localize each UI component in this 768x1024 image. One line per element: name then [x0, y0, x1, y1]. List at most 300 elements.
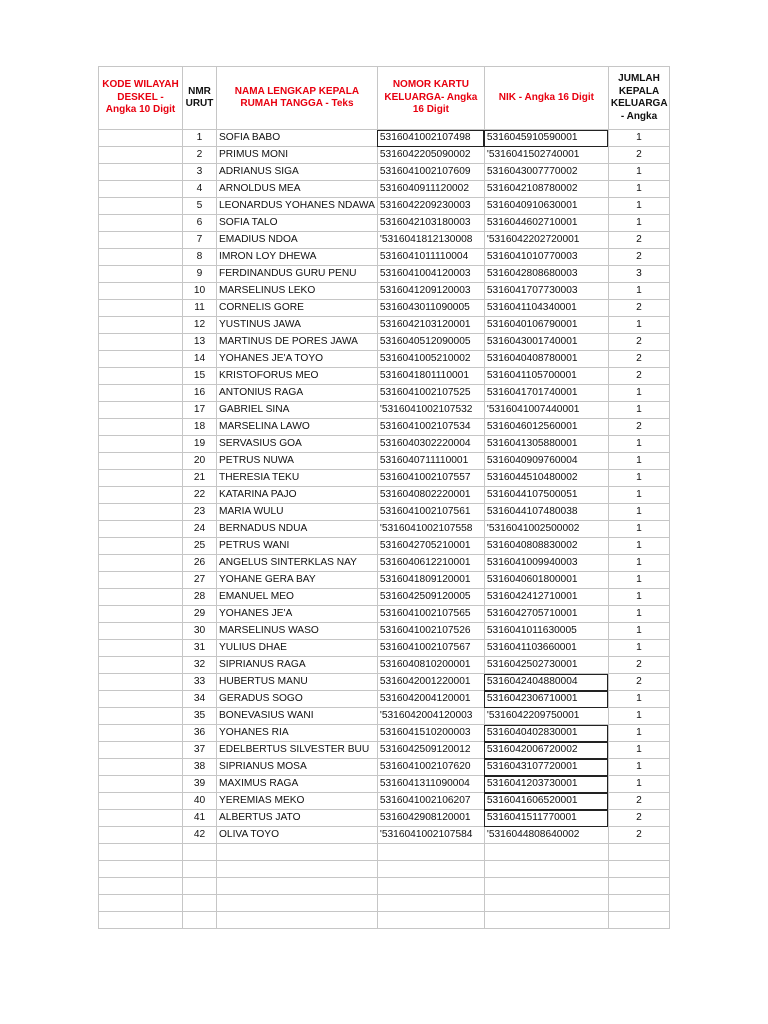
nomor-kk-cell: 5316041809120001	[377, 572, 484, 589]
jumlah-cell: 2	[608, 793, 669, 810]
kode-cell	[99, 232, 183, 249]
nama-cell: YUSTINUS JAWA	[217, 317, 378, 334]
kode-cell	[99, 385, 183, 402]
empty-cell	[183, 861, 217, 878]
nama-cell: LEONARDUS YOHANES NDAWA	[217, 198, 378, 215]
kode-cell	[99, 402, 183, 419]
nik-cell: 5316044510480002	[484, 470, 608, 487]
header-kode-wilayah: KODE WILAYAH DESKEL - Angka 10 Digit	[99, 67, 183, 130]
empty-cell	[217, 861, 378, 878]
nik-cell: '5316042202720001	[484, 232, 608, 249]
kode-cell	[99, 164, 183, 181]
nomor-urut-cell: 23	[183, 504, 217, 521]
table-row	[99, 555, 670, 572]
nomor-kk-cell: 5316041002107609	[377, 164, 484, 181]
jumlah-cell: 2	[608, 419, 669, 436]
jumlah-cell: 1	[608, 742, 669, 759]
table-row	[99, 776, 670, 793]
nama-cell: SERVASIUS GOA	[217, 436, 378, 453]
empty-row	[99, 844, 670, 861]
nomor-urut-cell: 13	[183, 334, 217, 351]
table-row	[99, 300, 670, 317]
nomor-urut-cell: 27	[183, 572, 217, 589]
nomor-urut-cell: 26	[183, 555, 217, 572]
table-row	[99, 487, 670, 504]
nomor-urut-cell: 34	[183, 691, 217, 708]
kode-cell	[99, 453, 183, 470]
nama-cell: MAXIMUS RAGA	[217, 776, 378, 793]
kode-cell	[99, 725, 183, 742]
empty-cell	[99, 912, 183, 929]
nomor-kk-cell: 5316042908120001	[377, 810, 484, 827]
kode-cell	[99, 198, 183, 215]
jumlah-cell: 1	[608, 623, 669, 640]
nama-cell: EMADIUS NDOA	[217, 232, 378, 249]
table-row	[99, 419, 670, 436]
nomor-urut-cell: 33	[183, 674, 217, 691]
empty-cell	[377, 912, 484, 929]
nama-cell: FERDINANDUS GURU PENU	[217, 266, 378, 283]
nama-cell: BERNADUS NDUA	[217, 521, 378, 538]
nomor-urut-cell: 17	[183, 402, 217, 419]
nik-cell: 5316042306710001	[484, 691, 608, 708]
nomor-urut-cell: 40	[183, 793, 217, 810]
nama-cell: KRISTOFORUS MEO	[217, 368, 378, 385]
nomor-kk-cell: 5316042103120001	[377, 317, 484, 334]
nomor-urut-cell: 15	[183, 368, 217, 385]
jumlah-cell: 1	[608, 589, 669, 606]
empty-cell	[484, 878, 608, 895]
nomor-kk-cell: 5316040810200001	[377, 657, 484, 674]
empty-cell	[217, 895, 378, 912]
kode-cell	[99, 623, 183, 640]
jumlah-cell: 2	[608, 810, 669, 827]
table-row	[99, 147, 670, 164]
nomor-kk-cell: 5316041002107525	[377, 385, 484, 402]
jumlah-cell: 1	[608, 708, 669, 725]
nomor-kk-cell: 5316041002107557	[377, 470, 484, 487]
nama-cell: KATARINA PAJO	[217, 487, 378, 504]
jumlah-cell: 1	[608, 317, 669, 334]
table-row	[99, 640, 670, 657]
nomor-urut-cell: 22	[183, 487, 217, 504]
table-row	[99, 215, 670, 232]
nik-cell: 5316042108780002	[484, 181, 608, 198]
table-row	[99, 436, 670, 453]
nik-cell: 5316043007770002	[484, 164, 608, 181]
table-row	[99, 572, 670, 589]
table-row	[99, 334, 670, 351]
nama-cell: SIPRIANUS RAGA	[217, 657, 378, 674]
nik-cell: 5316042808680003	[484, 266, 608, 283]
kode-cell	[99, 215, 183, 232]
nik-cell: 5316042006720002	[484, 742, 608, 759]
nama-cell: EMANUEL MEO	[217, 589, 378, 606]
nama-cell: ANGELUS SINTERKLAS NAY	[217, 555, 378, 572]
kode-cell	[99, 759, 183, 776]
table-row	[99, 266, 670, 283]
table-row	[99, 810, 670, 827]
nama-cell: GERADUS SOGO	[217, 691, 378, 708]
jumlah-cell: 1	[608, 504, 669, 521]
nik-cell: 5316042502730001	[484, 657, 608, 674]
kode-cell	[99, 368, 183, 385]
empty-cell	[99, 895, 183, 912]
nama-cell: MARSELINUS WASO	[217, 623, 378, 640]
empty-cell	[99, 844, 183, 861]
nomor-urut-cell: 6	[183, 215, 217, 232]
table-row	[99, 232, 670, 249]
nomor-urut-cell: 31	[183, 640, 217, 657]
nomor-urut-cell: 12	[183, 317, 217, 334]
kode-cell	[99, 147, 183, 164]
empty-cell	[217, 912, 378, 929]
jumlah-cell: 2	[608, 674, 669, 691]
nomor-kk-cell: '5316042004120003	[377, 708, 484, 725]
jumlah-cell: 1	[608, 606, 669, 623]
nomor-urut-cell: 30	[183, 623, 217, 640]
nama-cell: GABRIEL SINA	[217, 402, 378, 419]
nomor-urut-cell: 36	[183, 725, 217, 742]
nama-cell: SOFIA BABO	[217, 130, 378, 147]
table-row	[99, 657, 670, 674]
nomor-kk-cell: '5316041002107558	[377, 521, 484, 538]
nomor-kk-cell: 5316042509120005	[377, 589, 484, 606]
nomor-kk-cell: 5316041005210002	[377, 351, 484, 368]
empty-cell	[484, 844, 608, 861]
nomor-urut-cell: 29	[183, 606, 217, 623]
nik-cell: 5316043107720001	[484, 759, 608, 776]
nomor-kk-cell: 5316040711110001	[377, 453, 484, 470]
nik-cell: 5316041305880001	[484, 436, 608, 453]
table-row	[99, 674, 670, 691]
nik-cell: 5316043001740001	[484, 334, 608, 351]
jumlah-cell: 1	[608, 521, 669, 538]
nama-cell: YOHANES RIA	[217, 725, 378, 742]
jumlah-cell: 1	[608, 487, 669, 504]
nik-cell: 5316042705710001	[484, 606, 608, 623]
jumlah-cell: 2	[608, 368, 669, 385]
nomor-kk-cell: 5316040512090005	[377, 334, 484, 351]
nomor-urut-cell: 9	[183, 266, 217, 283]
table-row	[99, 130, 670, 147]
table-row	[99, 827, 670, 844]
kode-cell	[99, 300, 183, 317]
empty-cell	[99, 878, 183, 895]
jumlah-cell: 1	[608, 436, 669, 453]
table-row	[99, 504, 670, 521]
table-row	[99, 623, 670, 640]
nomor-kk-cell: 5316041002107498	[377, 130, 484, 147]
header-nomor-urut: NMR URUT	[183, 67, 217, 130]
nomor-urut-cell: 39	[183, 776, 217, 793]
kode-cell	[99, 504, 183, 521]
nomor-kk-cell: 5316040612210001	[377, 555, 484, 572]
empty-cell	[183, 895, 217, 912]
nomor-kk-cell: 5316040802220001	[377, 487, 484, 504]
kode-cell	[99, 249, 183, 266]
table-row	[99, 725, 670, 742]
jumlah-cell: 2	[608, 351, 669, 368]
table-row	[99, 470, 670, 487]
kode-cell	[99, 793, 183, 810]
nomor-kk-cell: 5316041002107534	[377, 419, 484, 436]
jumlah-cell: 1	[608, 283, 669, 300]
nik-cell: 5316040808830002	[484, 538, 608, 555]
nama-cell: EDELBERTUS SILVESTER BUU	[217, 742, 378, 759]
nomor-kk-cell: 5316042001220001	[377, 674, 484, 691]
empty-cell	[608, 844, 669, 861]
table-row	[99, 402, 670, 419]
kode-cell	[99, 640, 183, 657]
jumlah-cell: 1	[608, 538, 669, 555]
nik-cell: 5316041011630005	[484, 623, 608, 640]
table-row	[99, 351, 670, 368]
empty-cell	[608, 861, 669, 878]
nama-cell: PETRUS WANI	[217, 538, 378, 555]
jumlah-cell: 1	[608, 198, 669, 215]
nik-cell: 5316041203730001	[484, 776, 608, 793]
empty-cell	[484, 912, 608, 929]
empty-row	[99, 912, 670, 929]
nama-cell: PRIMUS MONI	[217, 147, 378, 164]
nomor-urut-cell: 1	[183, 130, 217, 147]
jumlah-cell: 1	[608, 453, 669, 470]
nik-cell: '5316041502740001	[484, 147, 608, 164]
table-body	[99, 130, 670, 929]
nomor-urut-cell: 24	[183, 521, 217, 538]
jumlah-cell: 1	[608, 691, 669, 708]
kode-cell	[99, 419, 183, 436]
empty-cell	[608, 912, 669, 929]
empty-cell	[183, 878, 217, 895]
nik-cell: 5316041606520001	[484, 793, 608, 810]
header-nomor-kk: NOMOR KARTU KELUARGA- Angka 16 Digit	[377, 67, 484, 130]
nomor-urut-cell: 4	[183, 181, 217, 198]
nik-cell: '5316042209750001	[484, 708, 608, 725]
kode-cell	[99, 555, 183, 572]
nomor-urut-cell: 21	[183, 470, 217, 487]
nik-cell: 5316045910590001	[484, 130, 608, 147]
nama-cell: YOHANES JE'A	[217, 606, 378, 623]
nomor-urut-cell: 41	[183, 810, 217, 827]
jumlah-cell: 1	[608, 385, 669, 402]
jumlah-cell: 3	[608, 266, 669, 283]
nik-cell: 5316041010770003	[484, 249, 608, 266]
nik-cell: 5316041701740001	[484, 385, 608, 402]
nomor-urut-cell: 35	[183, 708, 217, 725]
nomor-urut-cell: 25	[183, 538, 217, 555]
table-row	[99, 181, 670, 198]
nomor-kk-cell: '5316041002107584	[377, 827, 484, 844]
kode-cell	[99, 538, 183, 555]
table-row	[99, 198, 670, 215]
nomor-kk-cell: 5316041311090004	[377, 776, 484, 793]
nomor-kk-cell: 5316041002107561	[377, 504, 484, 521]
nomor-kk-cell: 5316042103180003	[377, 215, 484, 232]
kode-cell	[99, 317, 183, 334]
nomor-urut-cell: 11	[183, 300, 217, 317]
empty-cell	[377, 844, 484, 861]
nomor-urut-cell: 14	[183, 351, 217, 368]
jumlah-cell: 1	[608, 555, 669, 572]
kode-cell	[99, 691, 183, 708]
nomor-kk-cell: 5316042205090002	[377, 147, 484, 164]
kode-cell	[99, 130, 183, 147]
nomor-urut-cell: 18	[183, 419, 217, 436]
nama-cell: CORNELIS GORE	[217, 300, 378, 317]
kode-cell	[99, 810, 183, 827]
nomor-urut-cell: 5	[183, 198, 217, 215]
nomor-kk-cell: 5316042705210001	[377, 538, 484, 555]
empty-row	[99, 878, 670, 895]
jumlah-cell: 1	[608, 470, 669, 487]
table-row	[99, 521, 670, 538]
kode-cell	[99, 521, 183, 538]
header-nama-lengkap: NAMA LENGKAP KEPALA RUMAH TANGGA - Teks	[217, 67, 378, 130]
empty-cell	[377, 861, 484, 878]
kode-cell	[99, 266, 183, 283]
nama-cell: YOHANES JE'A TOYO	[217, 351, 378, 368]
empty-cell	[99, 861, 183, 878]
table-row	[99, 385, 670, 402]
nomor-urut-cell: 2	[183, 147, 217, 164]
nomor-kk-cell: 5316041801110001	[377, 368, 484, 385]
nomor-urut-cell: 20	[183, 453, 217, 470]
table-row	[99, 368, 670, 385]
empty-cell	[484, 861, 608, 878]
empty-cell	[183, 912, 217, 929]
empty-row	[99, 861, 670, 878]
nomor-kk-cell: 5316041510200003	[377, 725, 484, 742]
nomor-kk-cell: 5316042209230003	[377, 198, 484, 215]
kode-cell	[99, 827, 183, 844]
jumlah-cell: 2	[608, 300, 669, 317]
nik-cell: 5316042412710001	[484, 589, 608, 606]
nomor-urut-cell: 42	[183, 827, 217, 844]
nomor-urut-cell: 3	[183, 164, 217, 181]
nama-cell: BONEVASIUS WANI	[217, 708, 378, 725]
kode-cell	[99, 606, 183, 623]
nik-cell: 5316041511770001	[484, 810, 608, 827]
kode-cell	[99, 487, 183, 504]
nik-cell: 5316044602710001	[484, 215, 608, 232]
nama-cell: ADRIANUS SIGA	[217, 164, 378, 181]
nik-cell: '5316041002500002	[484, 521, 608, 538]
empty-cell	[377, 878, 484, 895]
kode-cell	[99, 181, 183, 198]
nik-cell: 5316040909760004	[484, 453, 608, 470]
nomor-urut-cell: 8	[183, 249, 217, 266]
nik-cell: 5316044107500051	[484, 487, 608, 504]
kode-cell	[99, 436, 183, 453]
nama-cell: ANTONIUS RAGA	[217, 385, 378, 402]
table-row	[99, 538, 670, 555]
header-nik: NIK - Angka 16 Digit	[484, 67, 608, 130]
table-row	[99, 453, 670, 470]
table-row	[99, 742, 670, 759]
nama-cell: YEREMIAS MEKO	[217, 793, 378, 810]
jumlah-cell: 1	[608, 164, 669, 181]
table-row	[99, 759, 670, 776]
nik-cell: 5316041009940003	[484, 555, 608, 572]
nomor-urut-cell: 7	[183, 232, 217, 249]
jumlah-cell: 2	[608, 147, 669, 164]
kode-cell	[99, 657, 183, 674]
table-row	[99, 606, 670, 623]
nomor-kk-cell: 5316041002107620	[377, 759, 484, 776]
empty-cell	[608, 878, 669, 895]
nik-cell: '5316044808640002	[484, 827, 608, 844]
nama-cell: YOHANE GERA BAY	[217, 572, 378, 589]
kode-cell	[99, 708, 183, 725]
nik-cell: 5316040408780001	[484, 351, 608, 368]
jumlah-cell: 1	[608, 776, 669, 793]
kode-cell	[99, 776, 183, 793]
kode-cell	[99, 283, 183, 300]
nama-cell: IMRON LOY DHEWA	[217, 249, 378, 266]
nik-cell: 5316041105700001	[484, 368, 608, 385]
empty-cell	[608, 895, 669, 912]
nama-cell: MARSELINUS LEKO	[217, 283, 378, 300]
data-table	[98, 66, 670, 929]
nomor-kk-cell: 5316041011110004	[377, 249, 484, 266]
table-row	[99, 708, 670, 725]
nomor-kk-cell: 5316041209120003	[377, 283, 484, 300]
nama-cell: ALBERTUS JATO	[217, 810, 378, 827]
nomor-kk-cell: 5316042509120012	[377, 742, 484, 759]
table-row	[99, 589, 670, 606]
table-row	[99, 164, 670, 181]
empty-row	[99, 895, 670, 912]
empty-cell	[183, 844, 217, 861]
jumlah-cell: 1	[608, 572, 669, 589]
nomor-kk-cell: '5316041002107532	[377, 402, 484, 419]
nik-cell: '5316041007440001	[484, 402, 608, 419]
kode-cell	[99, 589, 183, 606]
nomor-urut-cell: 19	[183, 436, 217, 453]
nama-cell: ARNOLDUS MEA	[217, 181, 378, 198]
nomor-urut-cell: 16	[183, 385, 217, 402]
table-row	[99, 317, 670, 334]
nama-cell: MARIA WULU	[217, 504, 378, 521]
nama-cell: YULIUS DHAE	[217, 640, 378, 657]
kode-cell	[99, 572, 183, 589]
nomor-kk-cell: 5316041002107567	[377, 640, 484, 657]
nomor-kk-cell: 5316041002107526	[377, 623, 484, 640]
nik-cell: 5316040910630001	[484, 198, 608, 215]
table-row	[99, 283, 670, 300]
jumlah-cell: 1	[608, 759, 669, 776]
empty-cell	[377, 895, 484, 912]
nama-cell: SIPRIANUS MOSA	[217, 759, 378, 776]
jumlah-cell: 1	[608, 402, 669, 419]
nik-cell: 5316040402830001	[484, 725, 608, 742]
kode-cell	[99, 334, 183, 351]
header-row	[99, 67, 670, 130]
jumlah-cell: 1	[608, 640, 669, 657]
nik-cell: 5316040601800001	[484, 572, 608, 589]
nomor-kk-cell: 5316042004120001	[377, 691, 484, 708]
table-row	[99, 793, 670, 810]
jumlah-cell: 2	[608, 657, 669, 674]
nama-cell: PETRUS NUWA	[217, 453, 378, 470]
nik-cell: 5316041707730003	[484, 283, 608, 300]
jumlah-cell: 2	[608, 232, 669, 249]
nomor-kk-cell: 5316043011090005	[377, 300, 484, 317]
nomor-kk-cell: '5316041812130008	[377, 232, 484, 249]
jumlah-cell: 2	[608, 334, 669, 351]
